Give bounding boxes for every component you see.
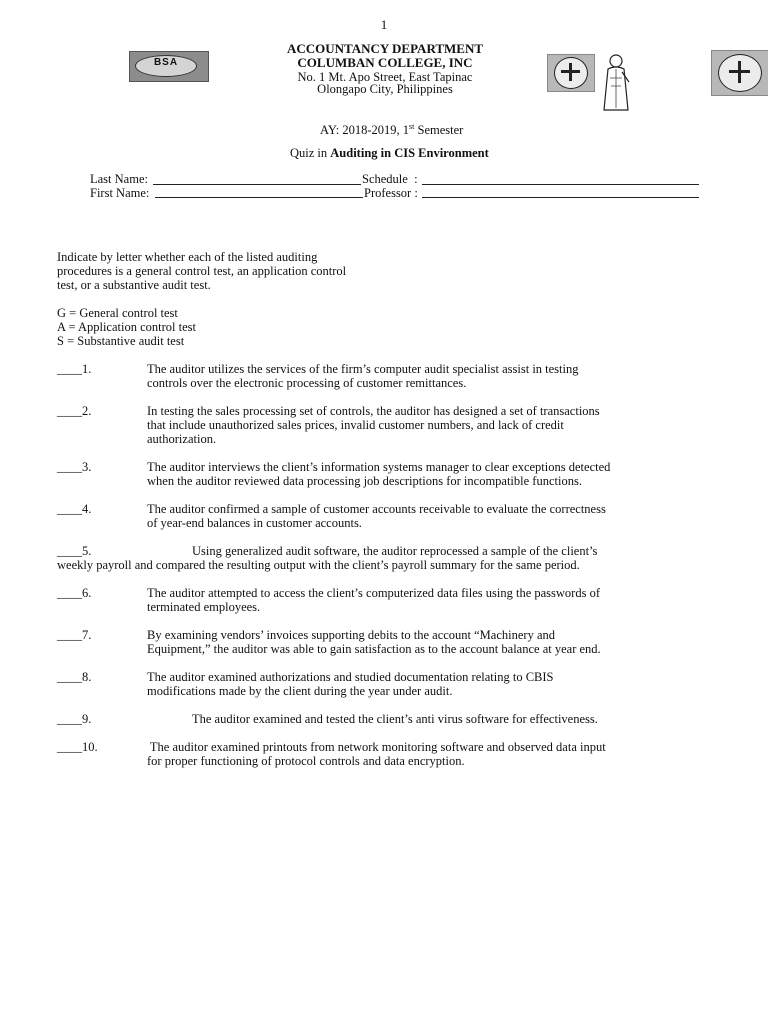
- instruction-line-2: procedures is a general control test, an application control: [57, 264, 347, 278]
- academic-year: [320, 120, 520, 137]
- question-text: that include unauthorized sales prices, invalid customer numbers, and lack of credit: [147, 418, 564, 432]
- quiz-title: [290, 146, 550, 160]
- question-text: The auditor examined and tested the client’s anti virus software for effectiveness.: [192, 712, 598, 726]
- academic-year-text: AY: 2018-2019, 1: [320, 123, 410, 138]
- answer-blank-3[interactable]: ____3.: [57, 460, 92, 474]
- answer-blank-1[interactable]: ____1.: [57, 362, 92, 376]
- question-text: The auditor attempted to access the client’s computerized data files using the passwords of: [147, 586, 600, 600]
- question-text: authorization.: [147, 432, 217, 446]
- answer-blank-5[interactable]: ____5.: [57, 544, 92, 558]
- question-text: The auditor confirmed a sample of customer accounts receivable to evaluate the correctness: [147, 502, 606, 516]
- question-text: The auditor interviews the client’s information systems manager to clear exceptions detected: [147, 460, 611, 474]
- question-text: of year-end balances in customer accounts.: [147, 516, 362, 530]
- answer-blank-6[interactable]: ____6.: [57, 586, 92, 600]
- answer-blank-7[interactable]: ____7.: [57, 628, 92, 642]
- answer-blank-10[interactable]: ____10.: [57, 740, 98, 754]
- schedule-label: Schedule :: [362, 172, 418, 186]
- legend-substantive: S = Substantive audit test: [57, 334, 185, 348]
- address-line-2: Olongapo City, Philippines: [317, 82, 453, 96]
- quiz-prefix: Quiz in: [290, 146, 331, 160]
- schedule-field[interactable]: [422, 184, 699, 185]
- legend-application: A = Application control test: [57, 320, 196, 334]
- answer-blank-8[interactable]: ____8.: [57, 670, 92, 684]
- question-text: modifications made by the client during the year under audit.: [147, 684, 453, 698]
- professor-label: Professor :: [364, 186, 418, 200]
- last-name-label: Last Name:: [90, 172, 148, 186]
- legend-general: G = General control test: [57, 306, 178, 320]
- instruction-line-1: Indicate by letter whether each of the listed auditing: [57, 250, 318, 264]
- page-number: 1: [380, 17, 388, 32]
- college-name: COLUMBAN COLLEGE, INC: [297, 55, 473, 70]
- question-text: The auditor examined printouts from network monitoring software and observed data input: [147, 740, 606, 754]
- answer-blank-4[interactable]: ____4.: [57, 502, 92, 516]
- college-seal-small: [547, 54, 595, 92]
- department-title: ACCOUNTANCY DEPARTMENT: [286, 41, 484, 56]
- question-text: controls over the electronic processing of customer remittances.: [147, 376, 467, 390]
- college-seal-large: [711, 50, 768, 96]
- answer-blank-2[interactable]: ____2.: [57, 404, 92, 418]
- question-text: In testing the sales processing set of controls, the auditor has designed a set of transactions: [147, 404, 600, 418]
- question-text: The auditor examined authorizations and studied documentation relating to CBIS: [147, 670, 554, 684]
- question-text: Using generalized audit software, the auditor reprocessed a sample of the client’s: [192, 544, 598, 558]
- instruction-line-3: test, or a substantive audit test.: [57, 278, 211, 292]
- question-text: By examining vendors’ invoices supporting debits to the account “Machinery and: [147, 628, 556, 642]
- bsa-logo-text: BSA: [135, 55, 197, 77]
- question-text: weekly payroll and compared the resulting output with the client’s payroll summary for the same period.: [57, 558, 580, 572]
- question-text: when the auditor reviewed data processing job descriptions for incompatible functions.: [147, 474, 582, 488]
- question-text: terminated employees.: [147, 600, 261, 614]
- question-text: The auditor utilizes the services of the firm’s computer audit specialist assist in testing: [147, 362, 579, 376]
- first-name-label: First Name:: [90, 186, 150, 200]
- professor-field[interactable]: [422, 197, 699, 198]
- question-text: Equipment,” the auditor was able to gain satisfaction as to the account balance at year end.: [147, 642, 601, 656]
- address-line-1: No. 1 Mt. Apo Street, East Tapinac: [297, 70, 473, 84]
- first-name-field[interactable]: [155, 197, 363, 198]
- question-text: for proper functioning of protocol controls and data encryption.: [147, 754, 465, 768]
- bsa-logo: [129, 51, 209, 82]
- answer-blank-9[interactable]: ____9.: [57, 712, 92, 726]
- saint-figure-image: [598, 52, 634, 114]
- quiz-subject: Auditing in CIS Environment: [330, 146, 489, 160]
- last-name-field[interactable]: [153, 184, 361, 185]
- academic-year-sup: st: [409, 122, 415, 131]
- academic-year-semester: Semester: [414, 123, 464, 138]
